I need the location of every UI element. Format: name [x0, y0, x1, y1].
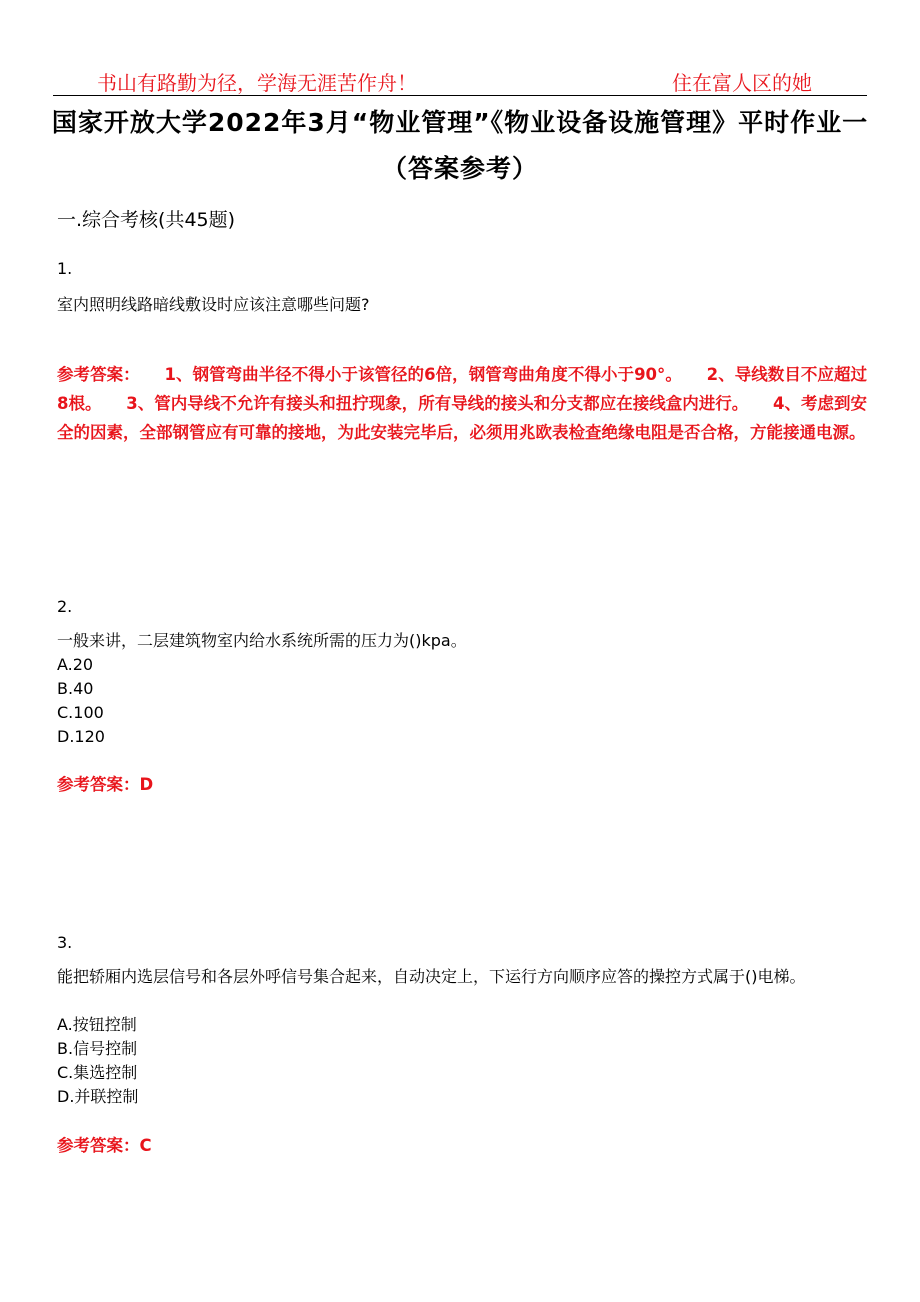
question-number: 1. [57, 259, 73, 278]
header-motto: 书山有路勤为径，学海无涯苦作舟！ [97, 71, 417, 95]
option: A.按钮控制 [57, 1015, 137, 1034]
option: A.20 [57, 655, 94, 674]
option: C.集选控制 [57, 1063, 138, 1082]
answer-text: 参考答案：D [57, 775, 154, 794]
question-text: 室内照明线路暗线敷设时应该注意哪些问题? [57, 295, 370, 314]
page-title: 国家开放大学2022年3月“物业管理”《物业设备设施管理》平时作业一（答案参考） [51, 108, 869, 183]
answer-text: 参考答案：C [57, 1136, 152, 1155]
header-rule [53, 95, 867, 96]
question-number: 3. [57, 933, 73, 952]
option: D.并联控制 [57, 1087, 139, 1106]
option: B.信号控制 [57, 1039, 138, 1058]
question-number: 2. [57, 597, 73, 616]
header-author: 住在富人区的她 [672, 71, 812, 95]
answer-text: 参考答案： 1、钢管弯曲半径不得小于该管径的6倍，钢管弯曲角度不得小于90°。 2、导线数目不应超过8根。 3、管内导线不允许有接头和扭拧现象，所有导线的接头和分支都应在接线盒内进行。 4、考虑到安全的因素，全部钢管应有可靠的接地，为此安装完毕后，必须用兆欧表检查绝缘电阻是否合格，方能接通电源。 [57, 365, 867, 442]
option: C.100 [57, 703, 104, 722]
section-heading: 一.综合考核(共45题) [57, 209, 236, 231]
question-text: 能把轿厢内选层信号和各层外呼信号集合起来，自动决定上，下运行方向顺序应答的操控方式属于()电梯。 [57, 967, 806, 986]
option: D.120 [57, 727, 105, 746]
option: B.40 [57, 679, 94, 698]
question-text: 一般来讲，二层建筑物室内给水系统所需的压力为()kpa。 [57, 631, 467, 650]
